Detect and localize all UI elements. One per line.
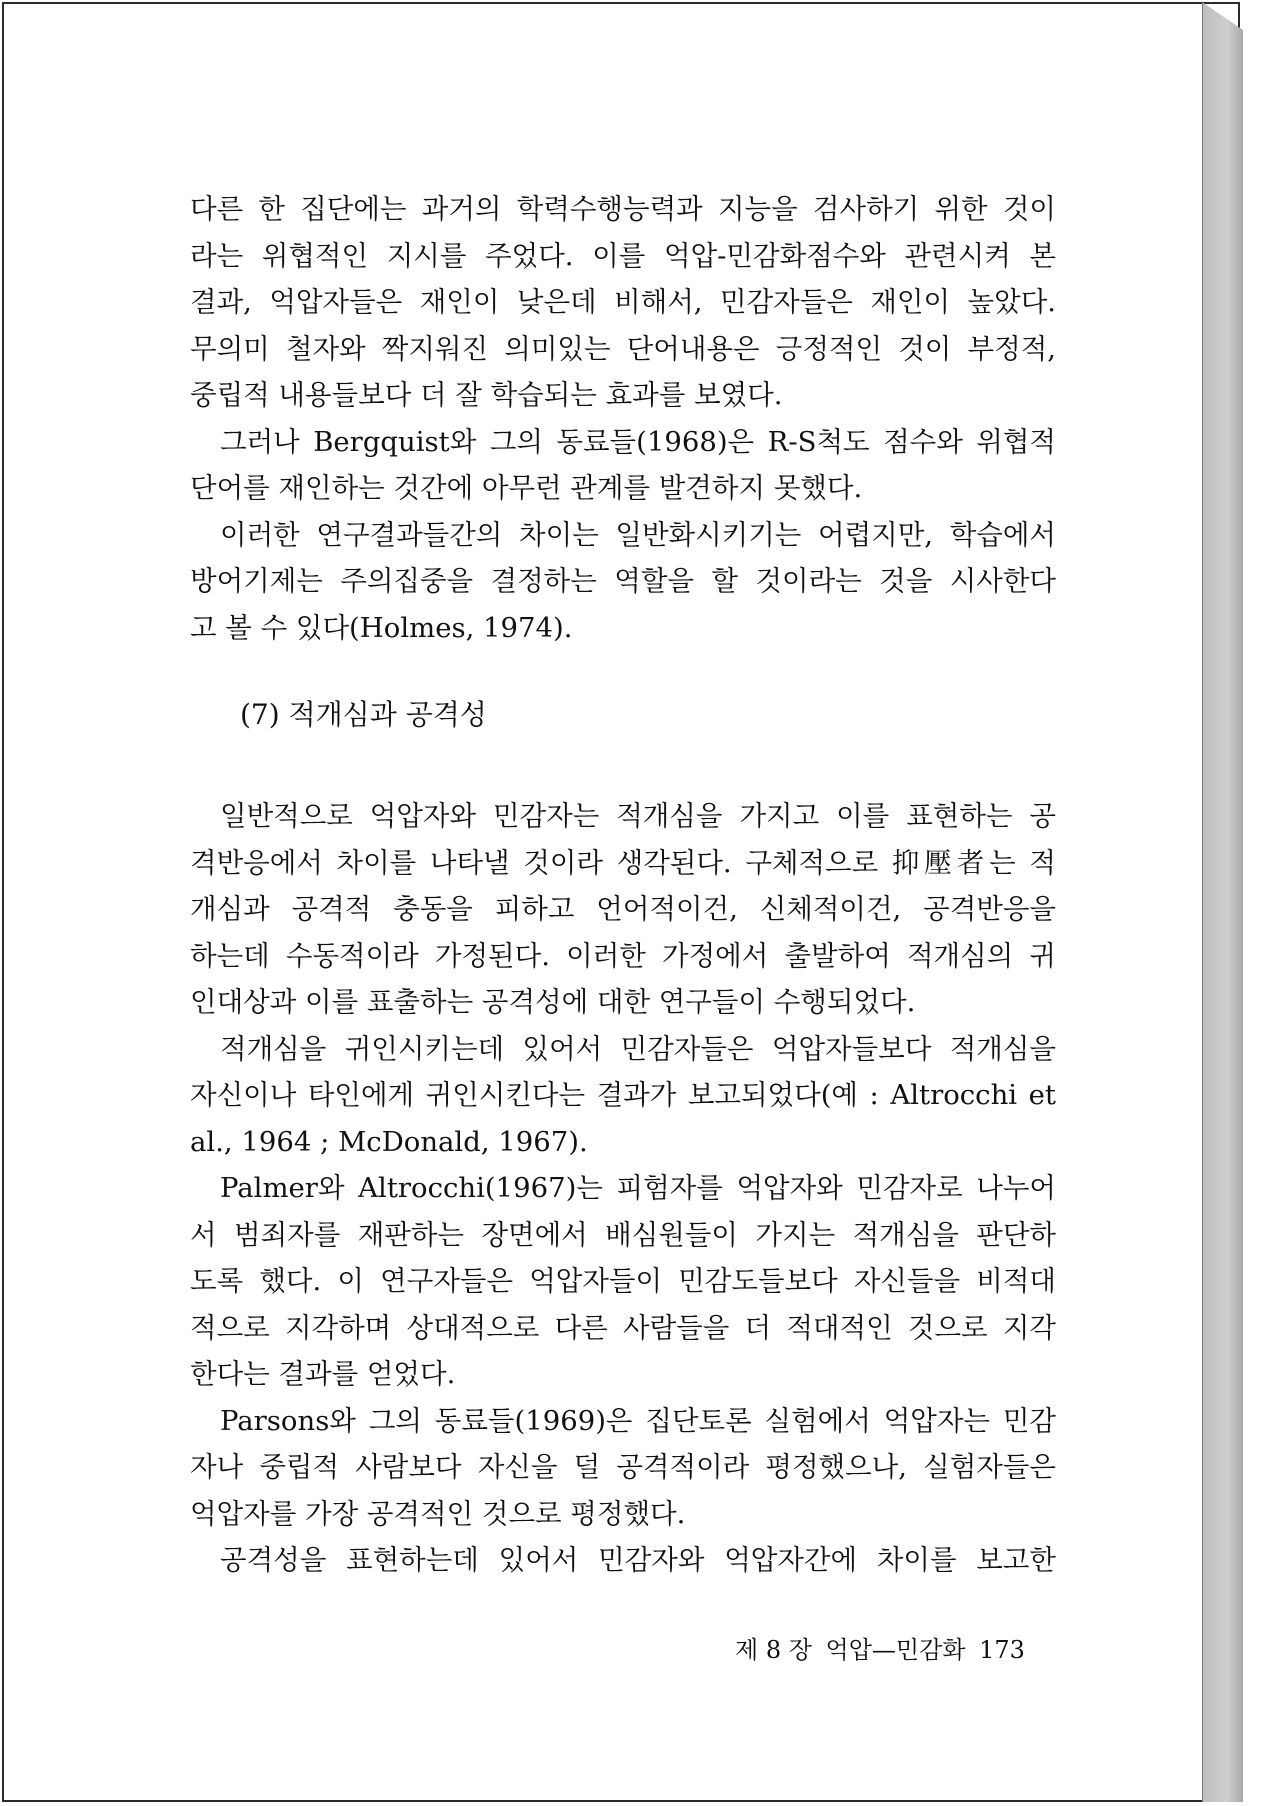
text-line: al., 1964 ; McDonald, 1967).: [190, 1125, 588, 1158]
text-line: 인대상과 이를 표출하는 공격성에 대한 연구들이 수행되었다.: [190, 986, 916, 1018]
text-line: 일반적으로 억압자와 민감자는 적개심을 가지고 이를 표현하는 공: [220, 800, 1056, 832]
chapter-title: 억압—민감화: [825, 1636, 966, 1664]
text-line: 자신이나 타인에게 귀인시킨다는 결과가 보고되었다(예 : Altrocchi et: [190, 1079, 1056, 1111]
paragraph-7: [190, 1398, 1056, 1538]
text-line: 고 볼 수 있다(Holmes, 1974).: [190, 611, 573, 644]
section-heading: (7) 적개심과 공격성: [240, 698, 487, 731]
text-line: 하는데 수동적이라 가정된다. 이러한 가정에서 출발하여 적개심의 귀: [190, 939, 1056, 972]
text-line: 격반응에서 차이를 나타낼 것이라 생각된다. 구체적으로 抑壓者는 적: [190, 846, 1056, 879]
paragraph-6: [190, 1165, 1056, 1398]
text-line: 중립적 내용들보다 더 잘 학습되는 효과를 보였다.: [190, 379, 783, 411]
text-line: 개심과 공격적 충동을 피하고 언어적이건, 신체적이건, 공격반응을: [190, 893, 1056, 925]
text-line: 자나 중립적 사람보다 자신을 덜 공격적이라 평정했으나, 실험자들은: [190, 1451, 1056, 1483]
paragraph-8: [190, 1537, 1056, 1584]
text-line: 결과, 억압자들은 재인이 낮은데 비해서, 민감자들은 재인이 높았다.: [190, 286, 1056, 318]
text-line: 라는 위협적인 지시를 주었다. 이를 억압-민감화점수와 관련시켜 본: [190, 239, 1056, 272]
paragraph-1: [190, 186, 1056, 419]
text-line: 이러한 연구결과들간의 차이는 일반화시키기는 어렵지만, 학습에서: [220, 518, 1056, 551]
paragraph-4: [190, 793, 1056, 1026]
text-line: 적개심을 귀인시키는데 있어서 민감자들은 억압자들보다 적개심을: [220, 1032, 1056, 1065]
text-line: 무의미 철자와 짝지워진 의미있는 단어내용은 긍정적인 것이 부정적,: [190, 332, 1056, 365]
text-line: Parsons와 그의 동료들(1969)은 집단토론 실험에서 억압자는 민감: [220, 1404, 1056, 1437]
text-line: 도록 했다. 이 연구자들은 억압자들이 민감도들보다 자신들을 비적대: [190, 1265, 1056, 1297]
paragraph-3: [190, 512, 1056, 652]
text-line: 서 범죄자를 재판하는 장면에서 배심원들이 가지는 적개심을 판단하: [190, 1218, 1056, 1251]
body-text: [190, 186, 1056, 1584]
text-line: 억압자를 가장 공격적인 것으로 평정했다.: [190, 1497, 686, 1530]
chapter-number: 제 8 장: [735, 1636, 812, 1664]
text-line: 방어기제는 주의집중을 결정하는 역할을 할 것이라는 것을 시사한다: [190, 565, 1056, 597]
text-line: Palmer와 Altrocchi(1967)는 피험자를 억압자와 민감자로 나누어: [220, 1172, 1056, 1204]
paragraph-5: [190, 1026, 1056, 1166]
paragraph-2: [190, 419, 1056, 512]
page-edge-shadow: [1202, 2, 1243, 1802]
text-line: 적으로 지각하며 상대적으로 다른 사람들을 더 적대적인 것으로 지각: [190, 1311, 1056, 1344]
page-number: 173: [979, 1636, 1025, 1664]
text-line: 다른 한 집단에는 과거의 학력수행능력과 지능을 검사하기 위한 것이: [190, 193, 1056, 225]
text-line: 한다는 결과를 얻었다.: [190, 1358, 456, 1390]
text-line: 단어를 재인하는 것간에 아무런 관계를 발견하지 못했다.: [190, 472, 863, 504]
text-line: 공격성을 표현하는데 있어서 민감자와 억압자간에 차이를 보고한: [220, 1544, 1056, 1576]
text-line: 그러나 Bergquist와 그의 동료들(1968)은 R-S척도 점수와 위협적: [220, 425, 1056, 458]
page-footer: [735, 1630, 1031, 1665]
